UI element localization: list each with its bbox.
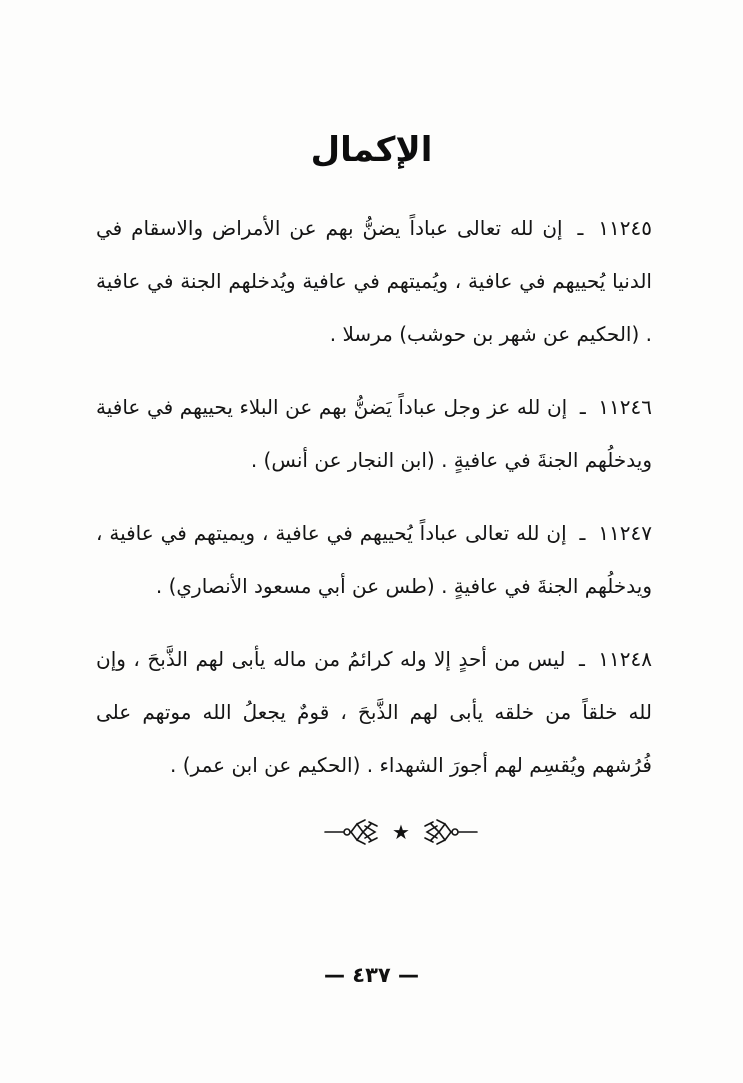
hadith-number: ١١٢٤٦ <box>598 395 653 419</box>
hadith-text: إن لله تعالى عباداً يُحييهم في عافية ، ويميتهم في عافية ، ويدخلُهم الجنةَ في عافيةٍ . (طس عن أبي مسعود الأنصاري) . <box>96 521 652 598</box>
hadith-dash: ـ <box>577 216 584 240</box>
hadith-text: إن لله عز وجل عباداً يَضنُّ بهم عن البلاء يحييهم في عافية ويدخلُهم الجنةَ في عافيةٍ . (ابن النجار عن أنس) . <box>96 395 652 472</box>
hadith-dash: ـ <box>579 521 586 545</box>
hadith-entry <box>96 381 652 487</box>
chapter-title: الإكمال <box>310 130 433 170</box>
star-ornament-icon <box>321 812 481 852</box>
hadith-dash: ـ <box>578 647 585 671</box>
page-number: — ٤٣٧ — <box>323 963 420 987</box>
hadith-number: ١١٢٤٥ <box>598 216 652 240</box>
ornament-star: ★ <box>392 820 410 844</box>
hadith-entry <box>96 202 652 361</box>
hadith-entry <box>96 507 652 613</box>
hadith-number: ١١٢٤٧ <box>598 521 653 545</box>
hadith-entries <box>96 202 652 812</box>
hadith-entry <box>96 633 652 792</box>
hadith-text: إن لله تعالى عباداً يضنُّ بهم عن الأمراض والاسقام في الدنيا يُحييهم في عافية ، ويُميتهم في عافية ويُدخلهم الجنة في عافية . (الحكيم عن شهر بن حوشب) مرسلا . <box>96 216 652 346</box>
hadith-text: ليس من أحدٍ إلا وله كرائمُ من ماله يأبى لهم الذَّبحَ ، وإن لله خلقاً من خلقه يأبى لهم الذَّبحَ ، قومٌ يجعلُ الله موتهم على فُرُشهم ويُقسِم لهم أجورَ الشهداء . (الحكيم عن ابن عمر) . <box>96 647 652 777</box>
section-divider-ornament <box>321 812 481 852</box>
hadith-number: ١١٢٤٨ <box>598 647 653 671</box>
hadith-dash: ـ <box>579 395 586 419</box>
